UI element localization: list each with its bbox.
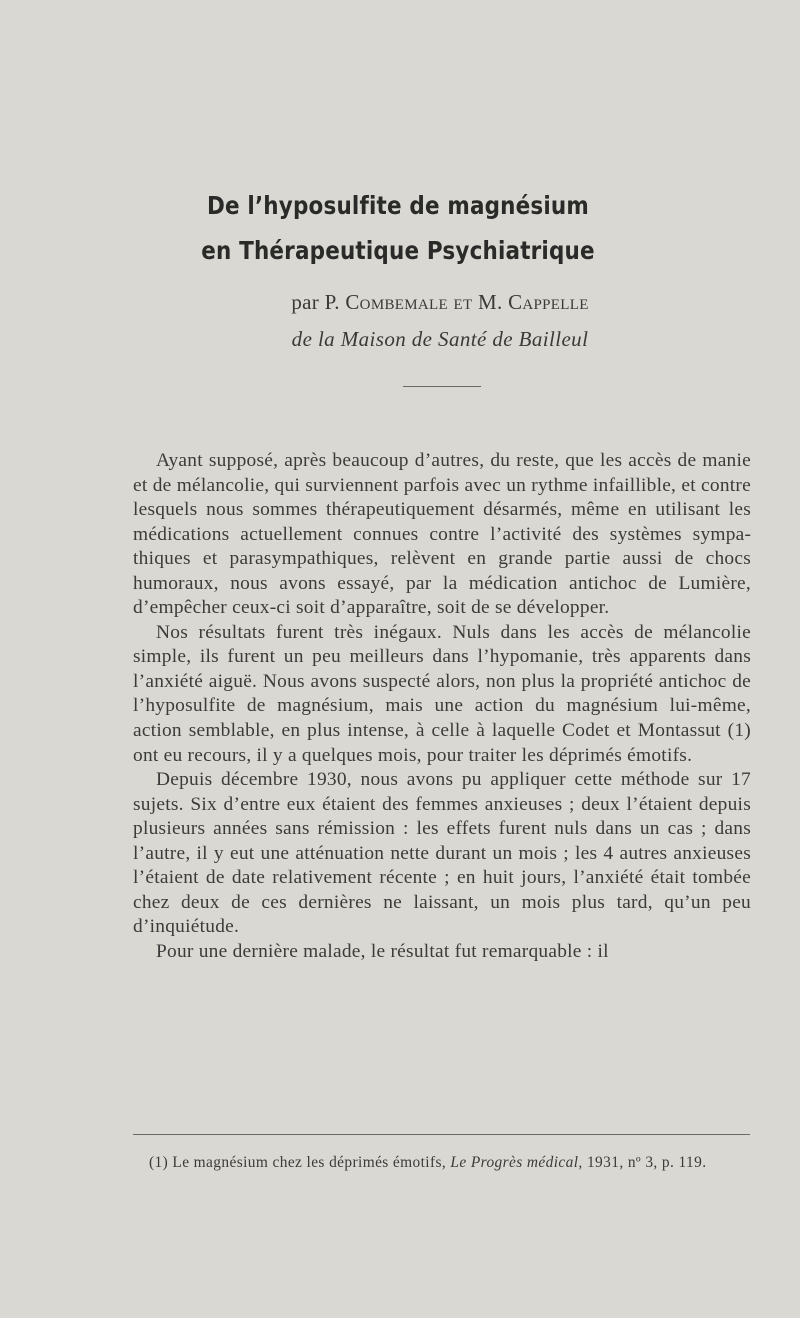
article-body [133, 449, 751, 964]
body-paragraph: Depuis décembre 1930, nous avons pu appliquer cette méthode sur 17 sujets. Six d’entre eux étaient des femmes anxieuses ; deux l’étaient depuis plusieurs années sans rémission : les effets furent nuls dans un cas ; dans l’autre, il y eut une atténuation nette durant un mois ; les 4 autres anxieuses l’étaient de date relativement récente ; en huit jours, l’anxiété était tombée chez deux de ces dernières ne laissant, un mois plus tard, qu’un peu d’inquiétude. [133, 769, 751, 938]
authors-and: et [453, 290, 473, 314]
authors-initial: M. [477, 290, 503, 314]
title-separator-rule [403, 386, 481, 387]
author-name-1: Combemale [345, 290, 448, 314]
footnote-journal: Le Progrès médical, [450, 1154, 583, 1171]
footnote-citation: 1931, nº 3, p. 119. [586, 1154, 707, 1171]
author-name-2: Cappelle [508, 290, 589, 314]
footnote-separator-rule [133, 1134, 750, 1135]
body-paragraph: Nos résultats furent très inégaux. Nuls dans les accès de mélancolie simple, ils furent un peu meilleurs dans l’hypomanie, très apparents dans l’anxiété aiguë. Nous avons suspecté alors, non plus la propriété antichoc de l’hyposulfite de magnésium, mais une action du magnésium lui-même, action semblable, en plus intense, à celle à laquelle Codet et Montassut (1) ont eu recours, il y a quelques mois, pour traiter les déprimés émotifs. [133, 621, 751, 766]
footnote-marker: (1) [149, 1154, 169, 1171]
article-title-line-2: en Thérapeutique Psychiatrique [201, 236, 595, 265]
footnote-paragraph [133, 1153, 751, 1173]
author-line [0, 290, 800, 315]
body-paragraph: Ayant supposé, après beaucoup d’autres, du reste, que les accès de manie et de mélancolie, qui surviennent parfois avec un rythme infaillible, et contre lesquels nous sommes thérapeutiquement désarmés, même en utilisant les médications actuellement connues contre l’activité des systèmes sympathiques et parasympathiques, relèvent en grande partie aussi de chocs humoraux, nous avons essayé, par la médication antichoc de Lumière, d’empêcher ceux-ci soit d’apparaître, soit de se développer. [133, 450, 751, 619]
footnote-text: Le magnésium chez les déprimés émotifs, [172, 1154, 447, 1171]
authors-prefix: par P. [291, 290, 340, 314]
body-paragraph: Pour une dernière malade, le résultat fut remarquable : il [156, 940, 609, 962]
footnote [133, 1153, 751, 1173]
article-title-line-1: De l’hyposulfite de magnésium [206, 191, 589, 220]
affiliation: de la Maison de Santé de Bailleul [291, 327, 589, 351]
